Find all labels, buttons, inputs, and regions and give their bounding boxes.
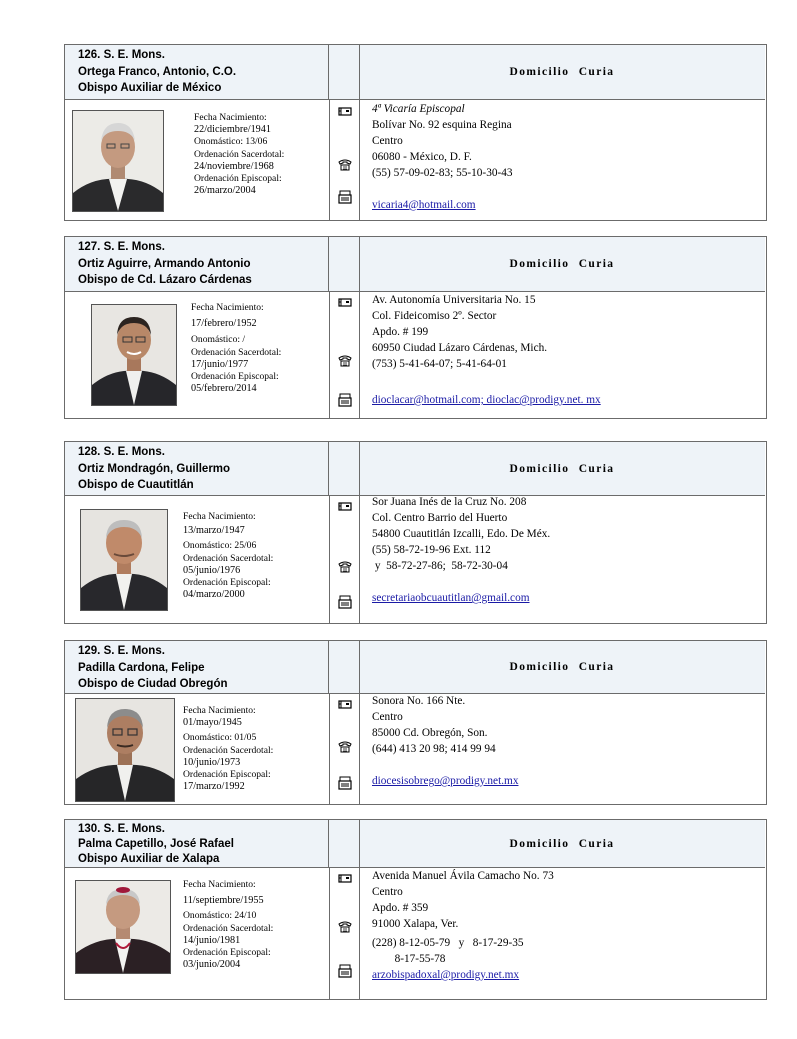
address-line: Av. Autonomía Universitaria No. 15	[372, 294, 536, 306]
icons-cell	[330, 292, 360, 418]
phone-icon	[338, 559, 352, 573]
address-line: Centro	[372, 135, 403, 147]
address-line: Apdo. # 199	[372, 326, 429, 338]
header-spacer	[329, 237, 360, 291]
bishop-title: Obispo Auxiliar de Xalapa	[78, 853, 220, 865]
priest-ordination-date: 14/junio/1981	[183, 934, 241, 946]
birth-date: 11/septiembre/1955	[183, 895, 264, 907]
mailbox-icon	[338, 872, 352, 886]
episcopal-ordination-label: Ordenación Episcopal:	[191, 371, 279, 383]
priest-ordination-label: Ordenación Sacerdotal:	[183, 744, 274, 756]
birth-date: 13/marzo/1947	[183, 525, 245, 537]
entry-128	[64, 441, 767, 624]
bishop-name: Ortiz Mondragón, Guillermo	[78, 462, 231, 475]
bishop-name-block	[65, 641, 329, 693]
mailbox-icon	[338, 698, 352, 712]
entry-number: 127. S. E. Mons.	[78, 241, 165, 253]
info-cell	[65, 496, 330, 623]
bishop-photo	[72, 110, 164, 212]
onomastic-date: Onomástico: 01/05	[183, 732, 257, 744]
icons-cell	[330, 100, 360, 220]
portrait-image	[76, 881, 170, 973]
birth-date: 17/febrero/1952	[191, 318, 257, 330]
address-block	[372, 292, 601, 408]
address-line: 4ª Vicaría Episcopal	[372, 103, 465, 115]
email-link[interactable]: arzobispadoxal@prodigy.net.mx	[372, 969, 520, 981]
entry-header	[65, 45, 765, 100]
address-block	[372, 868, 554, 983]
episcopal-ordination-label: Ordenación Episcopal:	[194, 173, 282, 185]
address-line: y 58-72-27-86; 58-72-30-04	[372, 560, 508, 572]
fax-icon	[338, 190, 352, 204]
entry-number: 129. S. E. Mons.	[78, 645, 165, 657]
priest-ordination-label: Ordenación Sacerdotal:	[183, 552, 274, 564]
mailbox-icon	[338, 105, 352, 119]
entry-127	[64, 236, 767, 419]
address-block	[372, 693, 518, 789]
info-cell	[65, 292, 330, 418]
bishop-title: Obispo de Cd. Lázaro Cárdenas	[78, 274, 252, 286]
birth-date: 01/mayo/1945	[183, 717, 242, 729]
episcopal-ordination-date: 26/marzo/2004	[194, 185, 256, 197]
domicilio-header: Domicilio Curia	[509, 837, 615, 850]
email-link[interactable]: secretariaobcuautitlan@gmail.com	[372, 592, 530, 604]
priest-ordination-label: Ordenación Sacerdotal:	[194, 148, 285, 160]
address-line: Apdo. # 359	[372, 902, 429, 914]
bishop-photo	[80, 509, 168, 611]
birth-date-label: Fecha Nacimiento:	[183, 879, 256, 890]
domicilio-header: Domicilio Curia	[509, 661, 615, 673]
birth-date-label: Fecha Nacimiento:	[194, 112, 267, 123]
dates-block	[191, 302, 281, 395]
header-spacer	[329, 820, 360, 867]
episcopal-ordination-label: Ordenación Episcopal:	[183, 577, 271, 589]
header-spacer	[329, 641, 360, 693]
dates-block	[183, 511, 273, 601]
address-line: Centro	[372, 711, 403, 723]
dates-block	[183, 705, 273, 793]
bishop-name: Ortiz Aguirre, Armando Antonio	[78, 257, 251, 270]
info-cell	[65, 100, 330, 220]
episcopal-ordination-label: Ordenación Episcopal:	[183, 947, 271, 959]
birth-date: 22/diciembre/1941	[194, 124, 271, 136]
portrait-image	[81, 510, 167, 610]
phone-icon	[338, 353, 352, 367]
entry-126	[64, 44, 767, 221]
address-line: (55) 57-09-02-83; 55-10-30-43	[372, 167, 513, 179]
priest-ordination-label: Ordenación Sacerdotal:	[183, 922, 274, 934]
address-line: 54800 Cuautitlán Izcalli, Edo. De Méx.	[372, 528, 551, 540]
bishop-name: Ortega Franco, Antonio, C.O.	[78, 65, 237, 78]
birth-date-label: Fecha Nacimiento:	[183, 511, 256, 522]
domicilio-header: Domicilio Curia	[509, 258, 615, 270]
bishop-name-block	[65, 237, 329, 291]
address-line: (753) 5-41-64-07; 5-41-64-01	[372, 358, 507, 370]
entry-number: 130. S. E. Mons.	[78, 823, 165, 835]
address-line: Centro	[372, 886, 403, 898]
fax-icon	[338, 776, 352, 790]
header-spacer	[329, 45, 360, 99]
entry-header	[65, 820, 765, 868]
onomastic-date: Onomástico: 13/06	[194, 136, 268, 148]
address-block	[372, 101, 513, 213]
address-line: 8-17-55-78	[372, 953, 446, 965]
priest-ordination-date: 10/junio/1973	[183, 756, 241, 768]
header-spacer	[329, 442, 360, 495]
birth-date-label: Fecha Nacimiento:	[183, 705, 256, 716]
phone-icon	[338, 919, 352, 933]
address-line: Col. Centro Barrio del Huerto	[372, 512, 508, 524]
address-block	[372, 494, 550, 606]
onomastic-date: Onomástico: 24/10	[183, 910, 257, 922]
icons-cell	[330, 496, 360, 623]
entry-header	[65, 442, 765, 496]
portrait-image	[73, 111, 163, 211]
bishop-name: Padilla Cardona, Felipe	[78, 661, 205, 674]
dates-block	[183, 879, 273, 971]
address-line: Col. Fideicomiso 2º. Sector	[372, 310, 497, 322]
icons-cell	[330, 694, 360, 804]
address-line: (228) 8-12-05-79 y 8-17-29-35	[372, 937, 524, 949]
episcopal-ordination-date: 17/marzo/1992	[183, 781, 245, 793]
email-link[interactable]: vicaria4@hotmail.com	[372, 199, 476, 211]
episcopal-ordination-date: 03/junio/2004	[183, 959, 241, 971]
mailbox-icon	[338, 296, 352, 310]
dates-block	[194, 112, 284, 197]
priest-ordination-label: Ordenación Sacerdotal:	[191, 346, 282, 358]
bishop-name-block	[65, 820, 329, 867]
bishop-title: Obispo de Cuautitlán	[78, 479, 194, 491]
bishop-photo	[91, 304, 177, 406]
address-line: Sonora No. 166 Nte.	[372, 695, 466, 707]
info-cell	[65, 868, 330, 999]
priest-ordination-date: 17/junio/1977	[191, 358, 249, 370]
bishop-name-block	[65, 442, 329, 495]
entry-header	[65, 237, 765, 292]
email-link[interactable]: dioclacar@hotmail.com; dioclac@prodigy.net. mx	[372, 394, 601, 406]
portrait-image	[92, 305, 176, 405]
bishop-name: Palma Capetillo, José Rafael	[78, 838, 234, 850]
priest-ordination-date: 24/noviembre/1968	[194, 160, 274, 172]
bishop-title: Obispo de Ciudad Obregón	[78, 678, 228, 690]
fax-icon	[338, 964, 352, 978]
address-line: 60950 Ciudad Lázaro Cárdenas, Mich.	[372, 342, 548, 354]
address-line: (55) 58-72-19-96 Ext. 112	[372, 544, 491, 556]
email-link[interactable]: diocesisobrego@prodigy.net.mx	[372, 775, 519, 787]
bishop-photo	[75, 880, 171, 974]
priest-ordination-date: 05/junio/1976	[183, 564, 241, 576]
address-line: Sor Juana Inés de la Cruz No. 208	[372, 496, 527, 508]
bishop-title: Obispo Auxiliar de México	[78, 82, 222, 94]
episcopal-ordination-date: 04/marzo/2000	[183, 589, 245, 601]
phone-icon	[338, 157, 352, 171]
entry-130	[64, 819, 767, 1000]
info-cell	[65, 694, 330, 804]
domicilio-header: Domicilio Curia	[509, 462, 615, 475]
onomastic-date: Onomástico: 25/06	[183, 540, 257, 552]
fax-icon	[338, 595, 352, 609]
icons-cell	[330, 868, 360, 999]
address-line: Avenida Manuel Ávila Camacho No. 73	[372, 870, 554, 882]
entry-number: 126. S. E. Mons.	[78, 49, 165, 61]
onomastic-date: Onomástico: /	[191, 334, 246, 346]
fax-icon	[338, 393, 352, 407]
entry-number: 128. S. E. Mons.	[78, 446, 165, 458]
episcopal-ordination-date: 05/febrero/2014	[191, 383, 257, 395]
address-line: Bolívar No. 92 esquina Regina	[372, 119, 512, 131]
entry-129	[64, 640, 767, 805]
entry-header	[65, 641, 765, 694]
address-line: 06080 - México, D. F.	[372, 151, 472, 163]
bishop-name-block	[65, 45, 329, 99]
bishop-photo	[75, 698, 175, 802]
birth-date-label: Fecha Nacimiento:	[191, 302, 264, 313]
address-line: 91000 Xalapa, Ver.	[372, 918, 459, 930]
address-line: (644) 413 20 98; 414 99 94	[372, 743, 496, 755]
episcopal-ordination-label: Ordenación Episcopal:	[183, 769, 271, 781]
mailbox-icon	[338, 500, 352, 514]
phone-icon	[338, 739, 352, 753]
address-line: 85000 Cd. Obregón, Son.	[372, 727, 488, 739]
portrait-image	[76, 699, 174, 801]
domicilio-header: Domicilio Curia	[509, 66, 615, 78]
